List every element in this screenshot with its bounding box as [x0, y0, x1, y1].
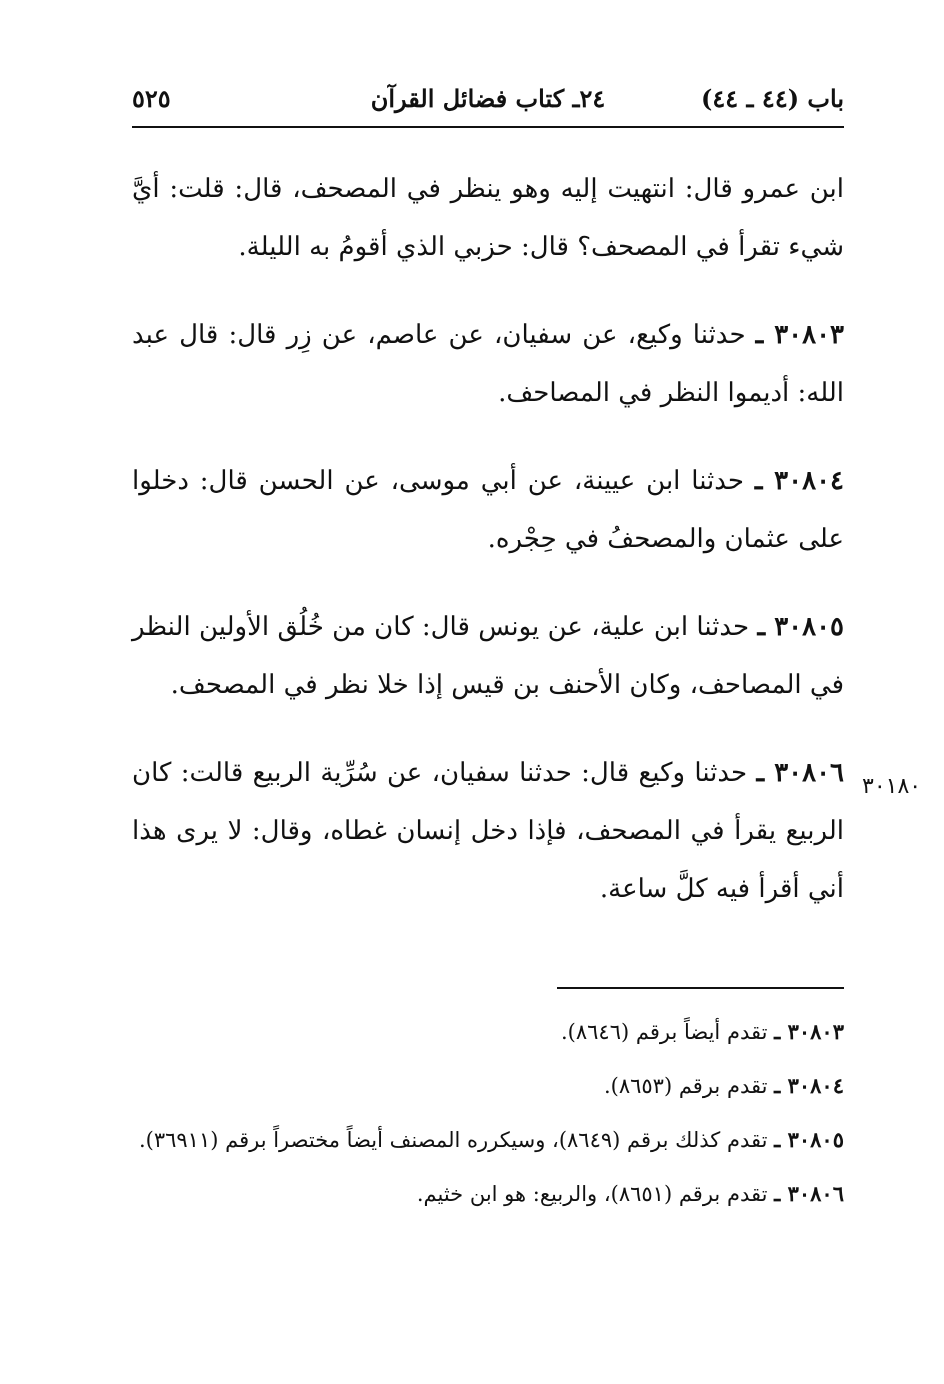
paragraph-text: ابن عمرو قال: انتهيت إليه وهو ينظر في المصحف، قال: قلت: أيَّ شيء تقرأ في المصحف؟ قال: حزبي الذي أقومُ به الليلة. [132, 174, 844, 262]
footnote-number: ٣٠٨٠٤ ـ [774, 1073, 844, 1098]
footnote-text: تقدم برقم (٨٦٥٣). [603, 1074, 768, 1098]
footnote-text: تقدم برقم (٨٦٥١)، والربيع: هو ابن خثيم. [416, 1182, 768, 1206]
hadith-paragraph [132, 744, 844, 918]
hadith-paragraph [132, 306, 844, 422]
footnote [132, 1010, 844, 1054]
book-title: ٢٤ـ كتاب فضائل القرآن [370, 84, 606, 113]
footnote [132, 1118, 844, 1162]
header-rule [132, 126, 844, 128]
footnotes [132, 1010, 844, 1226]
footnote-text: تقدم أيضاً برقم (٨٦٤٦). [560, 1020, 768, 1044]
paragraph-text: حدثنا ابن علية، عن يونس قال: كان من خُلُق الأولين النظر في المصاحف، وكان الأحنف بن قيس إذا خلا نظر في المصحف. [132, 612, 844, 700]
hadith-paragraph [132, 598, 844, 714]
footnote-rule [557, 987, 844, 989]
page-number: ٥٢٥ [132, 84, 171, 113]
paragraph-text: حدثنا ابن عيينة، عن أبي موسى، عن الحسن قال: دخلوا على عثمان والمصحفُ في حِجْره. [132, 466, 844, 554]
hadith-number: ٣٠٨٠٥ ـ [757, 612, 845, 642]
hadith-number: ٣٠٨٠٦ ـ [756, 758, 845, 788]
footnote [132, 1172, 844, 1216]
footnote-number: ٣٠٨٠٥ ـ [774, 1127, 844, 1152]
margin-reference-number: ٣٠١٨٠ [862, 774, 922, 799]
page-header [132, 84, 844, 124]
footnote [132, 1064, 844, 1108]
footnote-text: تقدم كذلك برقم (٨٦٤٩)، وسيكرره المصنف أيضاً مختصراً برقم (٣٦٩١١). [138, 1128, 768, 1152]
hadith-number: ٣٠٨٠٣ ـ [755, 320, 845, 350]
footnote-number: ٣٠٨٠٦ ـ [774, 1181, 844, 1206]
chapter-heading: باب (٤٤ ـ ٤٤) [701, 84, 844, 113]
paragraph-text: حدثنا وكيع، عن سفيان، عن عاصم، عن زِر قال: قال عبد الله: أديموا النظر في المصاحف. [132, 320, 844, 408]
main-text [132, 160, 844, 948]
hadith-paragraph [132, 452, 844, 568]
paragraph-text: حدثنا وكيع قال: حدثنا سفيان، عن سُرِّية الربيع قالت: كان الربيع يقرأ في المصحف، فإذا دخل إنسان غطاه، وقال: لا يرى هذا أني أقرأ فيه كلَّ ساعة. [132, 758, 844, 904]
hadith-number: ٣٠٨٠٤ ـ [754, 466, 844, 496]
paragraph-continuation [132, 160, 844, 276]
footnote-number: ٣٠٨٠٣ ـ [774, 1019, 844, 1044]
